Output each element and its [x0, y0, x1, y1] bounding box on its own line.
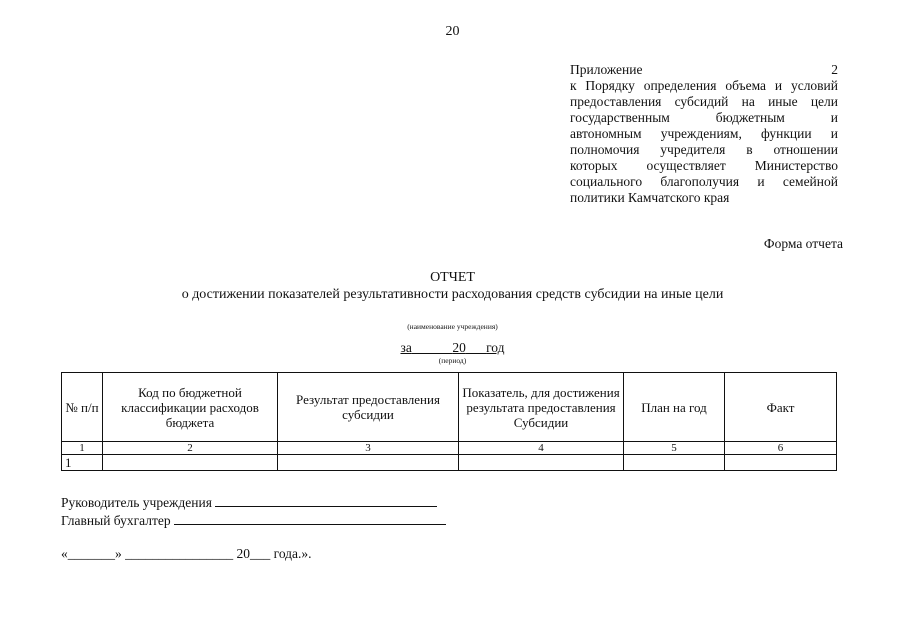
period-year-prefix: 20	[452, 340, 466, 355]
page-number: 20	[445, 24, 460, 39]
accountant-label: Главный бухгалтер	[61, 513, 171, 528]
period-suffix: год	[486, 340, 505, 355]
column-number: 5	[624, 442, 725, 455]
column-header: Показатель, для достижения результата предоставления Субсидии	[459, 373, 624, 442]
report-table	[61, 372, 837, 471]
report-subtitle: о достижении показателей результативности расходования средств субсидии на иные цели	[181, 287, 724, 302]
appendix-line: которых осуществляет Министерство	[570, 158, 838, 173]
table-cell	[459, 455, 624, 471]
column-number: 6	[725, 442, 837, 455]
head-signature-blank	[215, 494, 437, 507]
appendix-line: государственным бюджетным и	[570, 110, 838, 125]
form-label: Форма отчета	[763, 236, 843, 251]
table-cell	[624, 455, 725, 471]
table-header-row	[62, 373, 837, 442]
institution-caption: (наименование учреждения)	[407, 322, 498, 331]
period-caption: (период)	[438, 356, 467, 365]
appendix-line: Приложение 2	[570, 62, 838, 77]
period-line	[0, 340, 905, 356]
column-header: Факт	[725, 373, 837, 442]
appendix-line: полномочия учредителя в отношении	[570, 142, 838, 157]
column-number-row	[62, 442, 837, 455]
column-number: 1	[62, 442, 103, 455]
appendix-line: социального благополучия и семейной	[570, 174, 838, 189]
head-signature-line	[61, 494, 437, 511]
appendix-line: политики Камчатского края	[570, 190, 730, 205]
appendix-line: предоставления субсидий на иные цели	[570, 94, 838, 109]
column-number: 2	[103, 442, 278, 455]
report-title: ОТЧЕТ	[430, 270, 475, 285]
appendix-line: автономным учреждениям, функции и	[570, 126, 838, 141]
appendix-block	[570, 62, 838, 206]
date-line: «_______» ________________ 20___ года.».	[61, 546, 312, 561]
appendix-line: к Порядку определения объема и условий	[570, 78, 838, 93]
column-header: План на год	[624, 373, 725, 442]
table-cell	[278, 455, 459, 471]
table-cell	[725, 455, 837, 471]
column-header: Код по бюджетной классификации расходов бюджета	[103, 373, 278, 442]
column-number: 4	[459, 442, 624, 455]
accountant-signature-line	[61, 512, 446, 529]
column-header: Результат предоставления субсидии	[278, 373, 459, 442]
column-header: № п/п	[62, 373, 103, 442]
table-row	[62, 455, 837, 471]
column-number: 3	[278, 442, 459, 455]
accountant-signature-blank	[174, 512, 446, 525]
table-cell	[103, 455, 278, 471]
period-prefix: за	[400, 340, 412, 355]
head-label: Руководитель учреждения	[61, 495, 212, 510]
table-cell: 1	[62, 455, 103, 471]
